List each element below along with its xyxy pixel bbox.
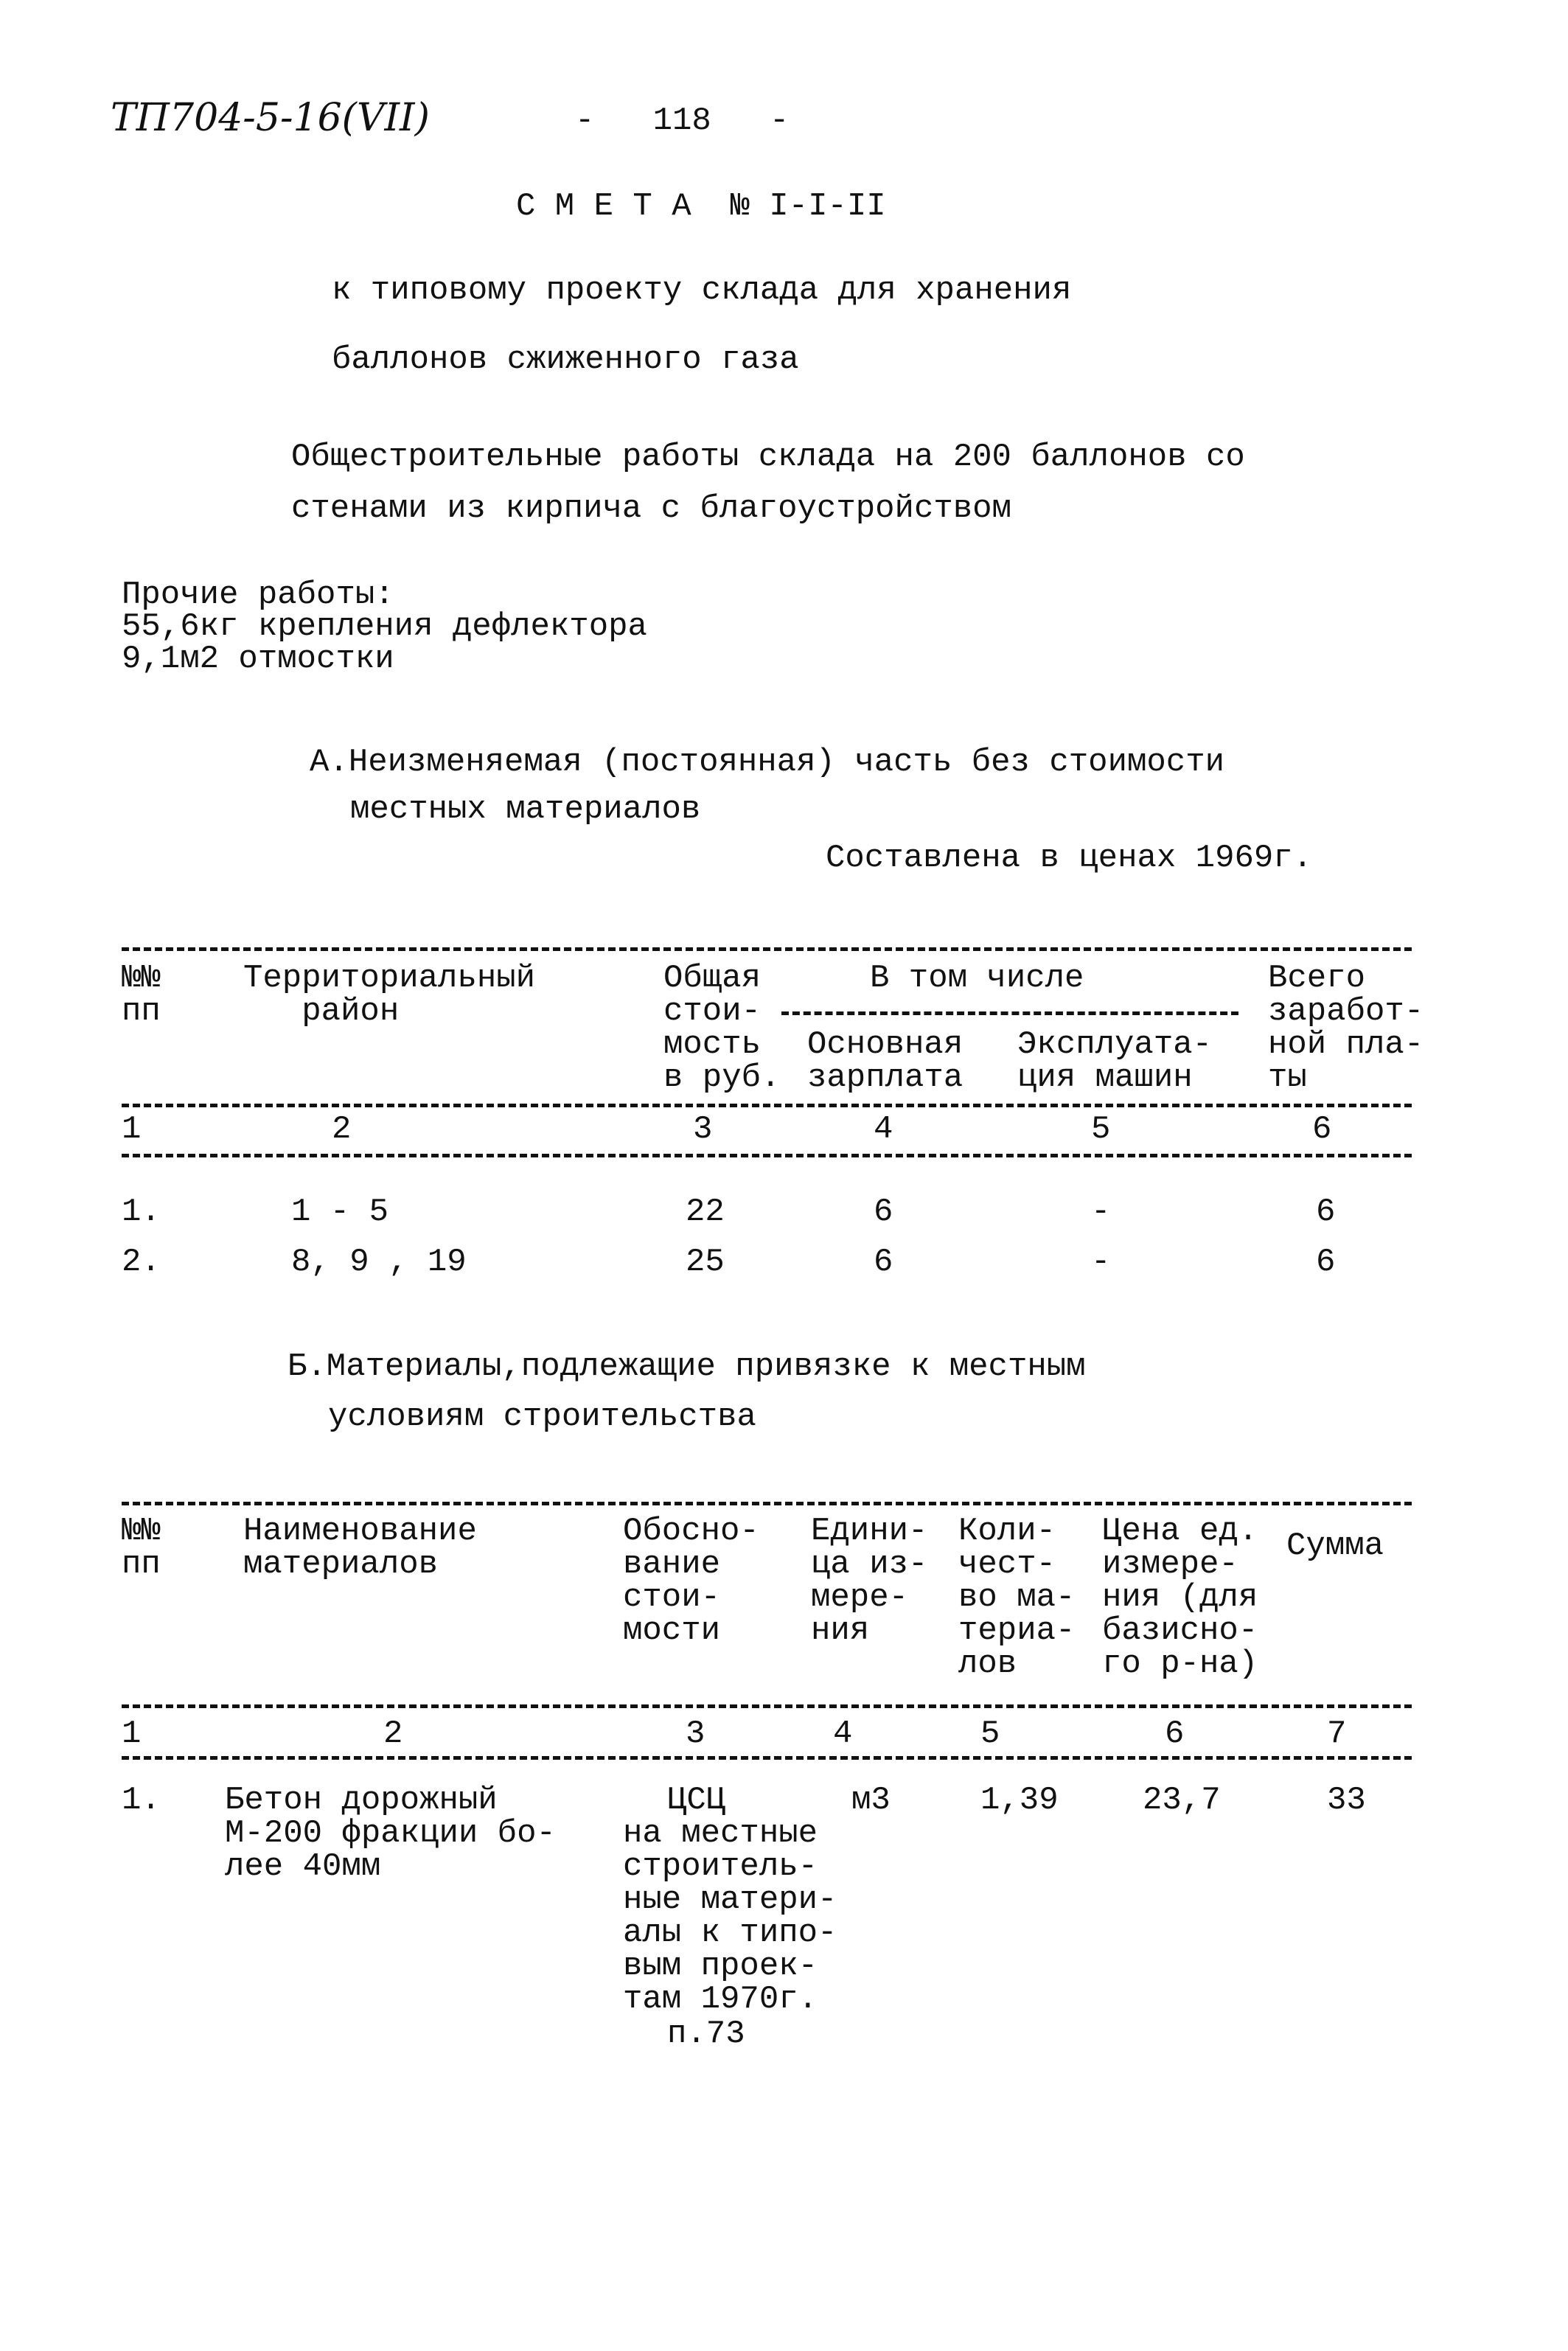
- column-number: 5: [1091, 1111, 1111, 1148]
- col-header-including: В том числе: [870, 960, 1084, 997]
- row-total: 22: [686, 1194, 725, 1230]
- column-number: 1: [122, 1111, 142, 1148]
- row-unit: м3: [851, 1782, 891, 1819]
- col-header-basis: Обосно- вание стои- мости: [623, 1513, 759, 1649]
- column-number: 4: [874, 1111, 893, 1148]
- row-sum: 33: [1327, 1782, 1366, 1819]
- row-salary: 6: [874, 1244, 893, 1281]
- column-number: 7: [1327, 1716, 1347, 1752]
- section-b-title-1: Б.Материалы,подлежащие привязке к местным: [288, 1348, 1086, 1385]
- column-number: 3: [686, 1716, 705, 1752]
- table-divider: [122, 947, 1412, 951]
- row-total-salary: 6: [1316, 1194, 1336, 1230]
- row-num: 1.: [122, 1782, 161, 1819]
- page-number: - 118 -: [575, 102, 790, 139]
- row-material-name: Бетон дорожный М-200 фракции бо- лее 40мм: [225, 1782, 556, 1885]
- row-total: 25: [686, 1244, 725, 1281]
- table-divider: [122, 1756, 1412, 1760]
- row-num: 2.: [122, 1244, 161, 1281]
- column-number: 3: [693, 1111, 713, 1148]
- description-line-1: Общестроительные работы склада на 200 баллонов со: [291, 439, 1245, 476]
- row-basis-text: на местные строитель- ные матери- алы к типо- вым проек- там 1970г.: [623, 1815, 837, 2018]
- row-salary: 6: [874, 1194, 893, 1230]
- other-works-item: 55,6кг крепления дефлектора: [122, 608, 647, 645]
- row-basis-item: п.73: [667, 2016, 745, 2052]
- col-header-total: Общая стои- мость в руб.: [663, 960, 781, 1096]
- col-header-num: №№ пп: [122, 960, 161, 1030]
- section-b-title-2: условиям строительства: [328, 1399, 756, 1435]
- col-header-region: Территориальный район: [243, 960, 536, 1030]
- subtitle-line-2: баллонов сжиженного газа: [332, 341, 799, 378]
- row-total-salary: 6: [1316, 1244, 1336, 1281]
- col-header-total-salary: Всего заработ- ной пла- ты: [1268, 960, 1424, 1096]
- col-header-salary: Основная зарплата: [807, 1026, 964, 1096]
- prices-note: Составлена в ценах 1969г.: [826, 840, 1313, 877]
- column-number: 6: [1312, 1111, 1332, 1148]
- row-region: 1 - 5: [291, 1194, 389, 1230]
- column-number: 2: [332, 1111, 352, 1148]
- col-header-num: №№ пп: [122, 1513, 161, 1583]
- table-divider: [122, 1104, 1412, 1107]
- col-header-sum: Сумма: [1286, 1528, 1384, 1564]
- document-code: ТП704-5-16(VII): [111, 96, 430, 140]
- col-header-machines: Эксплуата- ция машин: [1017, 1026, 1213, 1096]
- column-number: 5: [980, 1716, 1000, 1752]
- table-divider: [122, 1502, 1412, 1505]
- column-number: 6: [1165, 1716, 1185, 1752]
- column-number: 1: [122, 1716, 142, 1752]
- col-header-qty: Коли- чест- во ма- териа- лов: [958, 1513, 1076, 1682]
- table-divider: [122, 1154, 1412, 1157]
- column-number: 2: [383, 1716, 403, 1752]
- other-works-item: 9,1м2 отмостки: [122, 641, 394, 678]
- estimate-title: С М Е Т А № I-I-II: [516, 188, 886, 225]
- row-price: 23,7: [1143, 1782, 1221, 1819]
- section-a-title-2: местных материалов: [350, 791, 701, 828]
- table-divider: [781, 1011, 1238, 1015]
- row-qty: 1,39: [980, 1782, 1059, 1819]
- column-number: 4: [833, 1716, 853, 1752]
- row-machines: -: [1091, 1244, 1111, 1281]
- subtitle-line-1: к типовому проекту склада для хранения: [332, 272, 1072, 309]
- other-works-heading: Прочие работы:: [122, 577, 394, 613]
- row-num: 1.: [122, 1194, 161, 1230]
- row-machines: -: [1091, 1194, 1111, 1230]
- section-a-title-1: А.Неизменяемая (постоянная) часть без стоимости: [310, 744, 1225, 781]
- col-header-name: Наименование материалов: [243, 1513, 477, 1583]
- row-region: 8, 9 , 19: [291, 1244, 467, 1281]
- row-basis-code: ЦСЦ: [667, 1782, 726, 1819]
- description-line-2: стенами из кирпича с благоустройством: [291, 490, 1011, 527]
- col-header-unit: Едини- ца из- мере- ния: [811, 1513, 928, 1649]
- table-divider: [122, 1704, 1412, 1708]
- col-header-price: Цена ед. измере- ния (для базисно- го р-на): [1102, 1513, 1258, 1682]
